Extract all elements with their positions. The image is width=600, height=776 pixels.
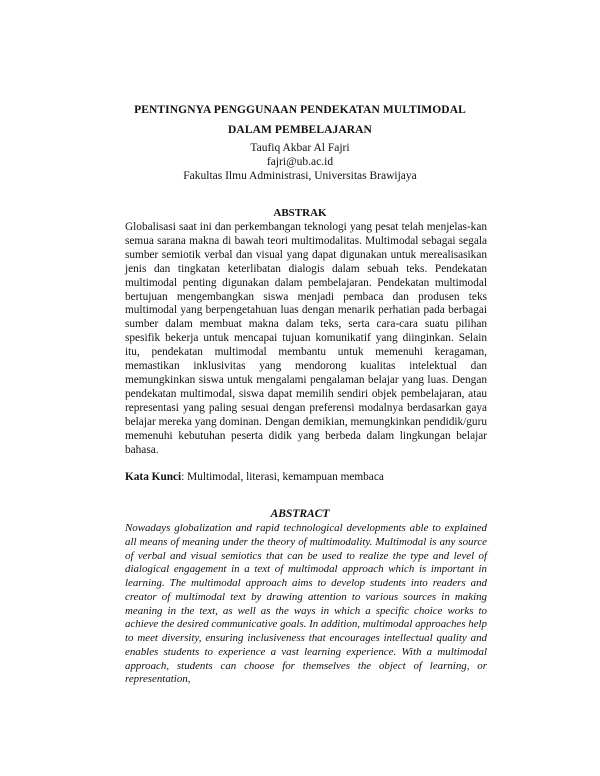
- author-block: [60, 141, 540, 183]
- author-name: Taufiq Akbar Al Fajri: [250, 142, 350, 154]
- abstrak-heading: ABSTRAK: [273, 207, 327, 219]
- keywords-text: : Multimodal, literasi, kemampuan membaca: [181, 471, 384, 483]
- abstrak-text: Globalisasi saat ini dan perkembangan teknologi yang pesat telah menjelas-kan semua sarana makna di bawah teori multimodalitas. Multimodal sebagai segala sumber semiotik verbal dan visual yang dapat digunakan untuk merealisasikan jenis dan tingkatan keterlibatan dialogis dalam sebuah teks. Pendekatan multimodal penting digunakan dalam pembelajaran. Pendekatan multimodal bertujuan mengembangkan siswa menjadi pembaca dan produsen teks multimodal yang berpengetahuan luas dengan menarik perhatian pada berbagai sumber dalam membuat makna dalam teks, serta cara-cara suatu pilihan spesifik bekerja untuk mencapai tujuan komunikatif yang diinginkan. Selain itu, pendekatan multimodal membantu untuk memenuhi keragaman, memastikan inklusivitas yang mendorong kualitas intelektual dan memungkinkan siswa untuk mengalami pengalaman belajar yang luas. Dengan pendekatan multimodal, siswa dapat memilih sendiri objek pembelajaran, atau representasi yang paling sesuai dengan preferensi modalnya berdasarkan gaya belajar mereka yang dominan. Dengan demikian, memungkinkan pendidik/guru memenuhi kebutuhan peserta didik yang berbeda dalam lingkungan belajar bahasa.: [125, 221, 487, 456]
- author-email: fajri@ub.ac.id: [266, 156, 334, 168]
- abstract-heading: ABSTRACT: [270, 508, 330, 520]
- keywords-line: [125, 470, 487, 484]
- paper-title-line-2: DALAM PEMBELAJARAN: [228, 124, 372, 136]
- author-affiliation: Fakultas Ilmu Administrasi, Universitas Brawijaya: [183, 170, 417, 182]
- paper-title-line-1: PENTINGNYA PENGGUNAAN PENDEKATAN MULTIMODAL: [134, 104, 466, 116]
- keywords-label: Kata Kunci: [125, 471, 182, 483]
- abstract-text: Nowadays globalization and rapid technological developments able to explained all means of meaning under the theory of multimodality. Multimodal is any source of verbal and visual semiotics that can be used to realize the type and level of dialogical engagement in a text of multimodal approach which is important in learning. The multimodal approach aims to develop students into readers and creator of multimodal text by drawing attention to various sources in making meaning in the text, as well as the ways in which a specific choice works to achieve the desired communicative goals. In addition, multimodal approaches help to meet diversity, ensuring inclusiveness that encourages intellectual quality and enables students to experience a vast learning experience. With a multimodal approach, students can choose for themselves the object of learning, or representation,: [125, 522, 487, 686]
